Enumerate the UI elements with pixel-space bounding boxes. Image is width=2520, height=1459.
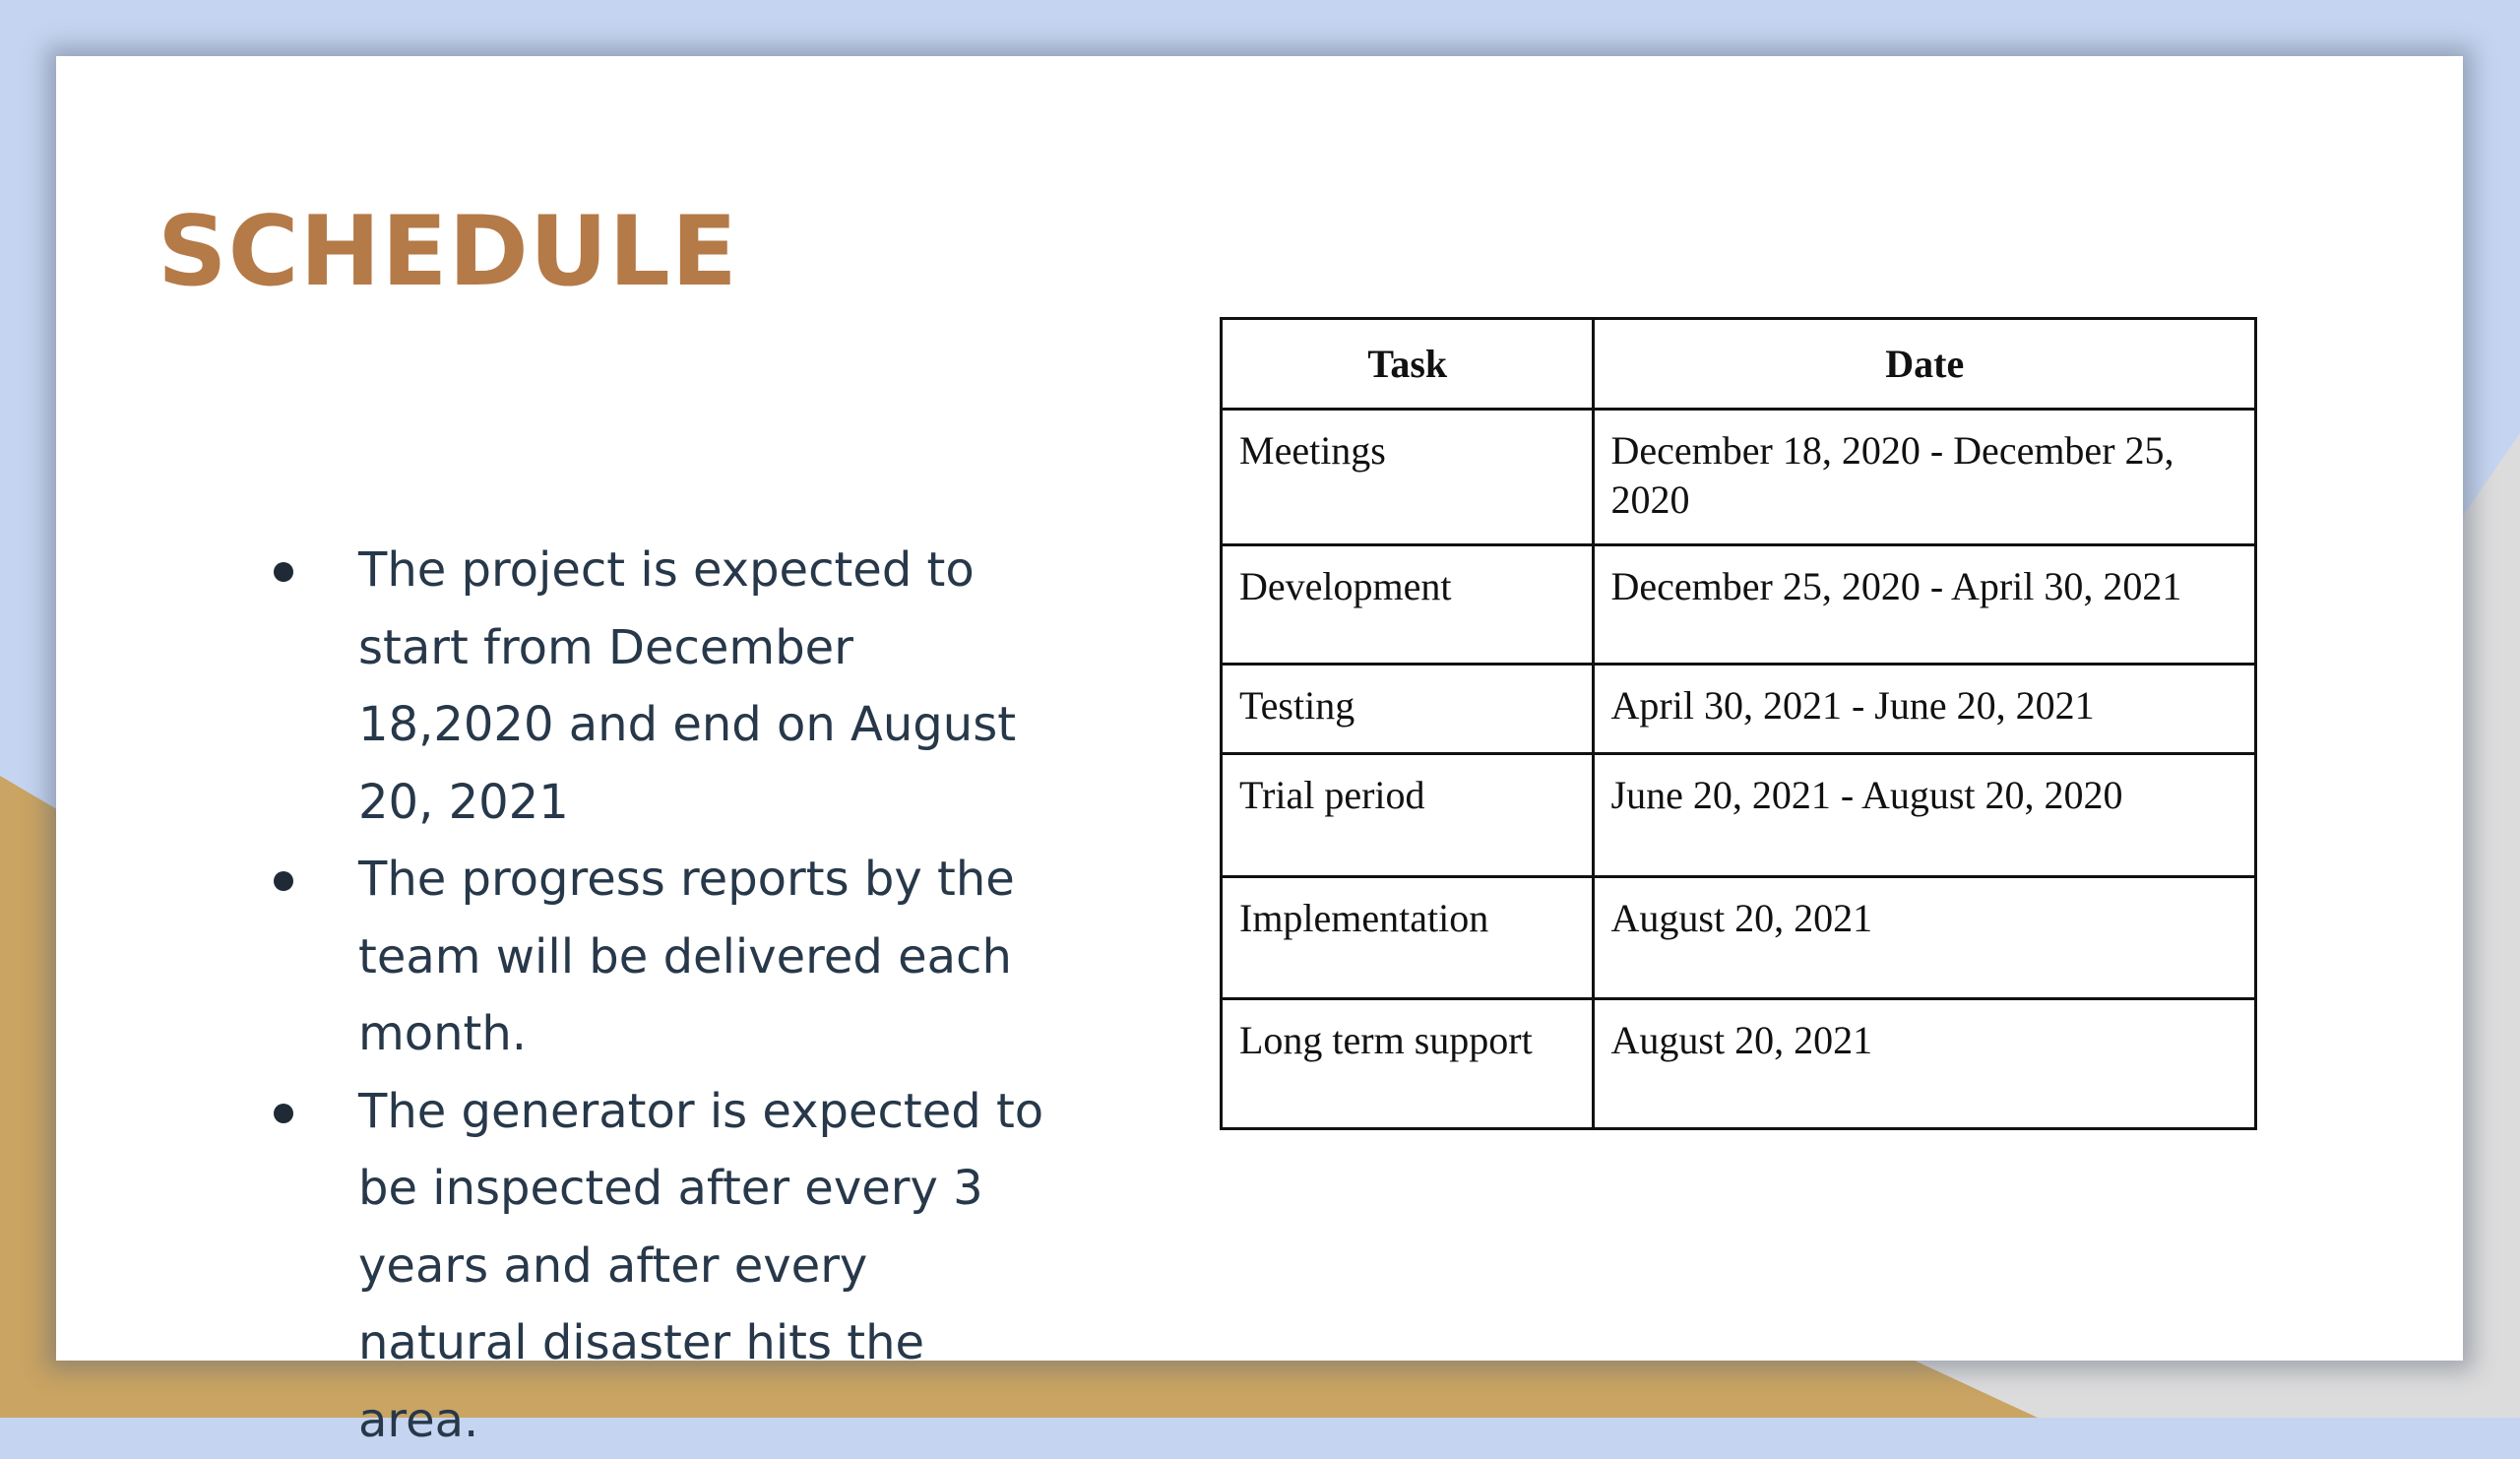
bullet-text: The progress reports by the team will be delivered each month.: [358, 852, 1015, 1061]
task-cell: Meetings: [1222, 410, 1594, 545]
bullet-dot-icon: [274, 871, 293, 891]
column-header-task: Task: [1222, 319, 1594, 410]
task-cell: Long term support: [1222, 999, 1594, 1129]
bullet-dot-icon: [274, 562, 293, 582]
bullet-list: [219, 532, 1045, 1459]
table-row: [1222, 545, 2256, 665]
date-cell: June 20, 2021 - August 20, 2020: [1593, 754, 2255, 877]
table-row: [1222, 410, 2256, 545]
task-cell: Testing: [1222, 665, 1594, 754]
slide: [56, 56, 2463, 1361]
table-row: [1222, 665, 2256, 754]
bullet-dot-icon: [274, 1104, 293, 1123]
slide-title: SCHEDULE: [158, 204, 738, 300]
task-cell: Development: [1222, 545, 1594, 665]
schedule-table: [1220, 317, 2257, 1130]
date-cell: August 20, 2021: [1593, 877, 2255, 999]
task-cell: Implementation: [1222, 877, 1594, 999]
date-cell: April 30, 2021 - June 20, 2021: [1593, 665, 2255, 754]
bullet-item: [219, 1073, 1045, 1459]
table-row: [1222, 754, 2256, 877]
bullet-item: [219, 841, 1045, 1073]
task-cell: Trial period: [1222, 754, 1594, 877]
date-cell: December 25, 2020 - April 30, 2021: [1593, 545, 2255, 665]
date-cell: August 20, 2021: [1593, 999, 2255, 1129]
date-cell: December 18, 2020 - December 25, 2020: [1593, 410, 2255, 545]
bullet-text: The project is expected to start from December 18,2020 and end on August 20, 2021: [358, 542, 1016, 830]
table-row: [1222, 999, 2256, 1129]
bullet-item: [219, 532, 1045, 841]
table-header-row: [1222, 319, 2256, 410]
column-header-date: Date: [1593, 319, 2255, 410]
table-row: [1222, 877, 2256, 999]
bullet-text: The generator is expected to be inspected after every 3 years and after every natural disaster hits the area.: [358, 1084, 1043, 1448]
